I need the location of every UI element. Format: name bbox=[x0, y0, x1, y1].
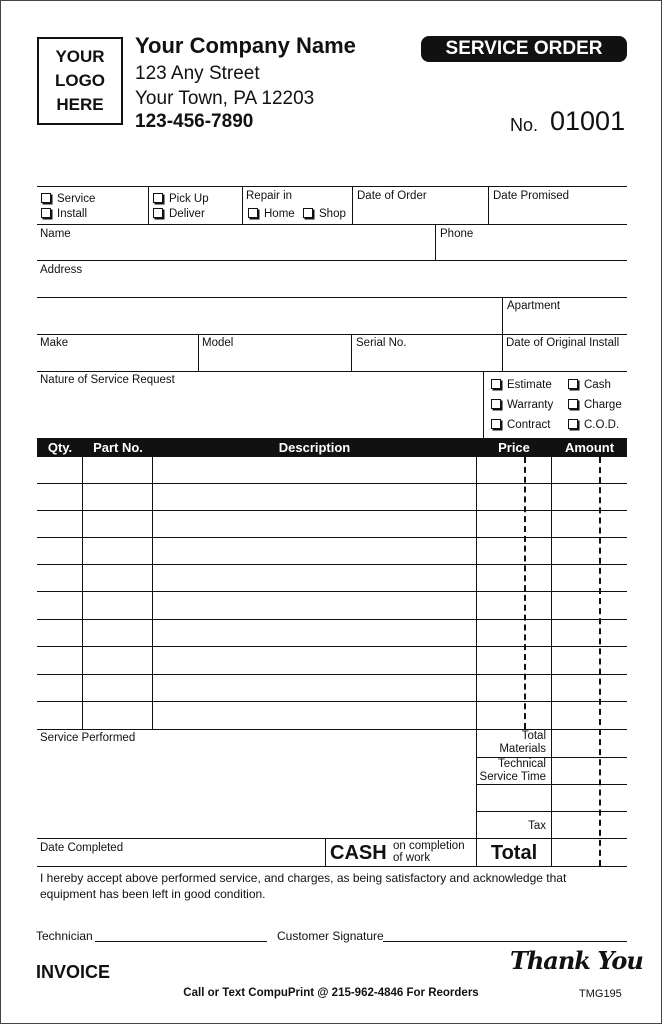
column-amount: Amount bbox=[564, 440, 615, 455]
date-of-order-field[interactable]: Date of Order bbox=[357, 190, 427, 202]
table-row[interactable] bbox=[37, 646, 627, 647]
company-street: 123 Any Street bbox=[135, 63, 260, 84]
original-install-field[interactable]: Date of Original Install bbox=[506, 337, 620, 349]
table-row[interactable] bbox=[37, 619, 627, 620]
reorder-info: Call or Text CompuPrint @ 215-962-4846 For Reorders bbox=[183, 987, 479, 999]
label-line: of work bbox=[393, 852, 431, 864]
company-city: Your Town, PA 12203 bbox=[135, 88, 315, 109]
checkbox-service[interactable] bbox=[41, 193, 95, 205]
checkbox-charge[interactable] bbox=[568, 399, 622, 411]
date-promised-field[interactable]: Date Promised bbox=[493, 190, 570, 202]
checkbox-estimate[interactable] bbox=[491, 379, 552, 391]
totals-row bbox=[476, 811, 627, 812]
phone-field[interactable]: Phone bbox=[440, 228, 474, 240]
form-divider bbox=[37, 371, 627, 372]
checkbox-label: Install bbox=[57, 208, 88, 220]
form-divider bbox=[242, 186, 243, 224]
serial-field[interactable]: Serial No. bbox=[356, 337, 407, 349]
totals-row bbox=[37, 838, 627, 839]
acceptance-line: equipment has been left in good condition. bbox=[40, 887, 266, 901]
table-row[interactable] bbox=[37, 701, 627, 702]
on-completion-label bbox=[393, 840, 465, 864]
checkbox-icon bbox=[568, 399, 578, 409]
checkbox-cash[interactable] bbox=[568, 379, 611, 391]
checkbox-deliver[interactable] bbox=[153, 208, 205, 220]
name-field[interactable]: Name bbox=[40, 228, 71, 240]
checkbox-icon bbox=[491, 379, 501, 389]
total-materials-label bbox=[478, 730, 546, 756]
apartment-field[interactable]: Apartment bbox=[507, 300, 561, 312]
technician-label: Technician bbox=[36, 929, 93, 943]
tax-label: Tax bbox=[528, 820, 546, 832]
make-field[interactable]: Make bbox=[40, 337, 69, 349]
checkbox-icon bbox=[491, 399, 501, 409]
checkbox-install[interactable] bbox=[41, 208, 87, 220]
address-field[interactable]: Address bbox=[40, 264, 83, 276]
logo-placeholder bbox=[37, 37, 123, 125]
form-divider bbox=[351, 334, 352, 371]
form-divider bbox=[325, 838, 326, 866]
checkbox-label: Charge bbox=[584, 399, 622, 411]
number-label: No. bbox=[510, 115, 539, 135]
checkbox-label: C.O.D. bbox=[584, 419, 620, 431]
form-divider bbox=[435, 224, 436, 260]
checkbox-icon bbox=[568, 419, 578, 429]
checkbox-icon bbox=[248, 208, 258, 218]
table-row[interactable] bbox=[37, 510, 627, 511]
checkbox-icon bbox=[568, 379, 578, 389]
checkbox-cod[interactable] bbox=[568, 419, 619, 431]
checkbox-contract[interactable] bbox=[491, 419, 550, 431]
column-qty: Qty. bbox=[47, 440, 73, 455]
acceptance-line: I hereby accept above performed service, and charges, as being satisfactory and acknowledge that bbox=[40, 871, 567, 885]
amount-cents-divider bbox=[599, 457, 601, 866]
date-completed-field[interactable]: Date Completed bbox=[40, 842, 124, 854]
repair-in-label: Repair in bbox=[246, 190, 293, 202]
checkbox-icon bbox=[491, 419, 501, 429]
form-code: TMG195 bbox=[579, 988, 622, 1000]
totals-row bbox=[476, 784, 627, 785]
form-divider bbox=[37, 186, 627, 187]
checkbox-label: Shop bbox=[319, 208, 346, 220]
form-divider bbox=[37, 866, 627, 867]
form-divider bbox=[352, 186, 353, 224]
form-divider bbox=[483, 371, 484, 438]
acceptance-statement bbox=[40, 870, 620, 902]
form-divider bbox=[37, 297, 627, 298]
invoice-label: INVOICE bbox=[36, 962, 111, 982]
checkbox-label: Cash bbox=[584, 379, 611, 391]
table-row[interactable] bbox=[37, 483, 627, 484]
model-field[interactable]: Model bbox=[202, 337, 234, 349]
table-row[interactable] bbox=[37, 564, 627, 565]
total-label: Total bbox=[490, 842, 538, 864]
form-title: SERVICE ORDER bbox=[421, 36, 627, 62]
column-description: Description bbox=[278, 440, 351, 455]
service-performed-field[interactable]: Service Performed bbox=[40, 732, 136, 744]
customer-signature-label: Customer Signature bbox=[277, 929, 384, 943]
checkbox-label: Estimate bbox=[507, 379, 552, 391]
column-part-no: Part No. bbox=[93, 440, 143, 455]
form-divider bbox=[488, 186, 489, 224]
label-line: on completion bbox=[393, 840, 465, 852]
form-divider bbox=[37, 224, 627, 225]
column-price: Price bbox=[498, 440, 530, 455]
checkbox-icon bbox=[153, 208, 163, 218]
checkbox-label: Service bbox=[57, 193, 96, 205]
table-row[interactable] bbox=[37, 674, 627, 675]
form-divider bbox=[37, 260, 627, 261]
nature-of-service-field[interactable]: Nature of Service Request bbox=[40, 374, 175, 386]
order-number: 01001 bbox=[550, 106, 626, 136]
form-divider bbox=[148, 186, 149, 224]
form-divider bbox=[198, 334, 199, 371]
table-column-line bbox=[551, 457, 552, 866]
checkbox-warranty[interactable] bbox=[491, 399, 553, 411]
label-line: Technical bbox=[498, 758, 546, 770]
cash-label: CASH bbox=[330, 842, 387, 864]
company-phone: 123-456-7890 bbox=[135, 111, 254, 132]
company-name: Your Company Name bbox=[135, 33, 356, 58]
technical-service-time-label bbox=[478, 758, 546, 784]
form-divider bbox=[37, 334, 627, 335]
checkbox-home[interactable] bbox=[248, 208, 295, 220]
customer-signature-line[interactable] bbox=[383, 941, 627, 942]
logo-line: YOUR bbox=[55, 47, 105, 66]
checkbox-label: Home bbox=[264, 208, 295, 220]
checkbox-label: Pick Up bbox=[169, 193, 209, 205]
checkbox-icon bbox=[303, 208, 313, 218]
label-line: Service Time bbox=[479, 771, 546, 783]
checkbox-label: Contract bbox=[507, 419, 551, 431]
label-line: Total bbox=[521, 730, 546, 742]
table-column-line bbox=[476, 457, 477, 866]
checkbox-pickup[interactable] bbox=[153, 193, 209, 205]
form-divider bbox=[502, 297, 503, 371]
label-line: Materials bbox=[499, 743, 546, 755]
technician-signature-line[interactable] bbox=[95, 941, 267, 942]
logo-line: HERE bbox=[56, 95, 104, 114]
checkbox-icon bbox=[153, 193, 163, 203]
checkbox-icon bbox=[41, 193, 51, 203]
price-cents-divider bbox=[524, 457, 526, 729]
table-column-line bbox=[152, 457, 153, 729]
checkbox-label: Warranty bbox=[507, 399, 554, 411]
checkbox-shop[interactable] bbox=[303, 208, 346, 220]
checkbox-icon bbox=[41, 208, 51, 218]
checkbox-label: Deliver bbox=[169, 208, 205, 220]
table-column-line bbox=[82, 457, 83, 729]
thank-you-script: Thank You bbox=[510, 946, 643, 975]
table-row[interactable] bbox=[37, 537, 627, 538]
table-row[interactable] bbox=[37, 591, 627, 592]
logo-line: LOGO bbox=[54, 71, 106, 90]
